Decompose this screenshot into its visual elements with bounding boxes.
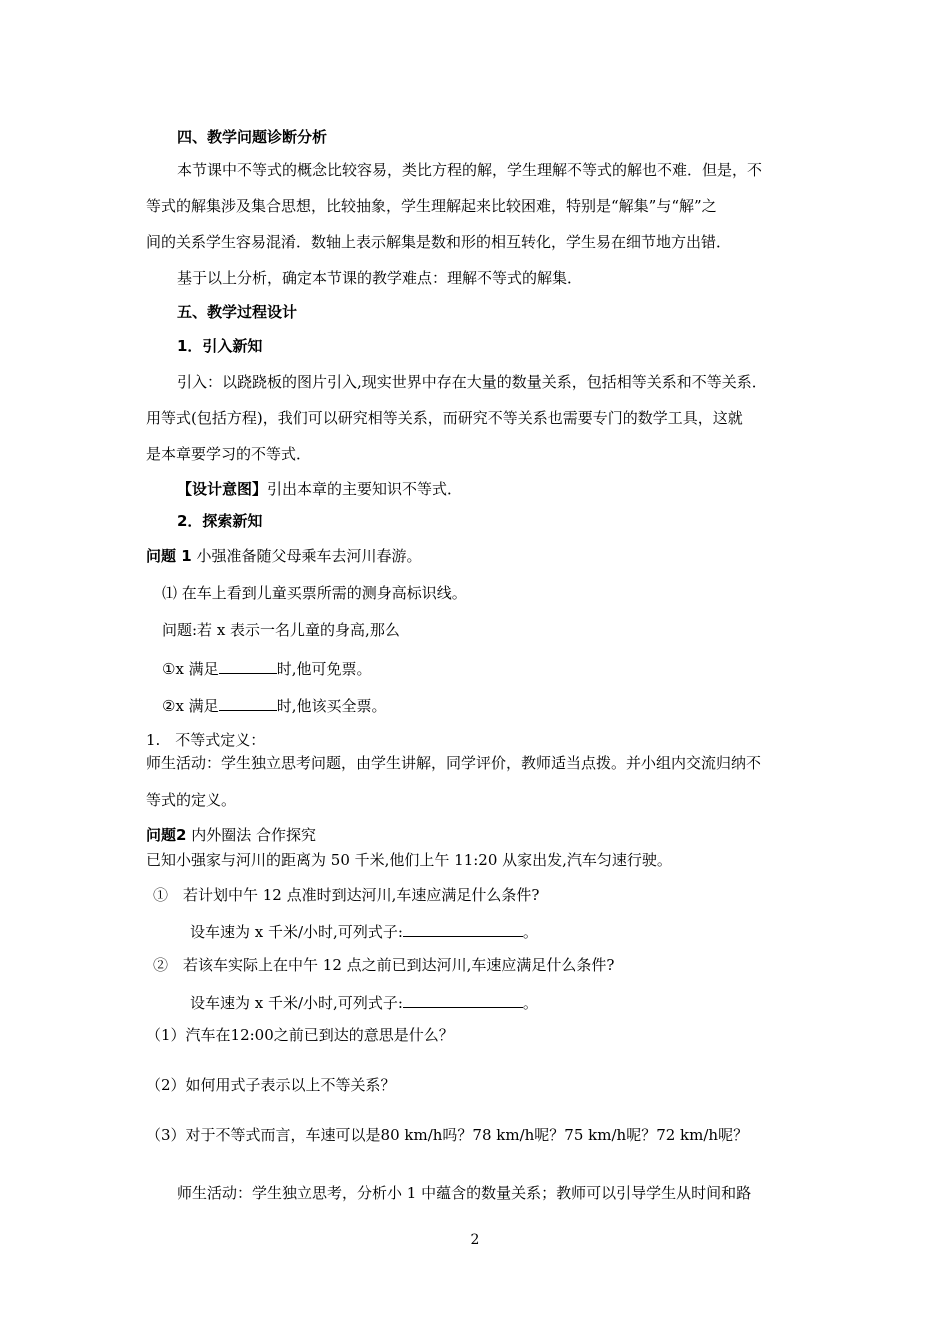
section-4-paragraph-line-2: 等式的解集涉及集合思想，比较抽象，学生理解起来比较困难，特别是“解集”与“解”之: [146, 197, 717, 215]
problem-2-item-2: ② 若该车实际上在中午 12 点之前已到达河川,车速应满足什么条件?: [153, 956, 615, 974]
problem-2-activity: 师生活动：学生独立思考，分析小 1 中蕴含的数量关系；教师可以引导学生从时间和路: [177, 1184, 752, 1202]
section-4-heading: 四、教学问题诊断分析: [177, 128, 328, 146]
definition-activity-line-2: 等式的定义。: [146, 791, 237, 809]
section-5-heading: 五、教学过程设计: [177, 303, 298, 321]
problem-1-item-1: ⑴ 在车上看到儿童买票所需的测身高标识线。: [162, 584, 467, 602]
definition-title: 1. 不等式定义：: [146, 731, 266, 749]
design-intent-text: 引出本章的主要知识不等式．: [267, 480, 463, 498]
section-4-paragraph-line-3: 间的关系学生容易混淆．数轴上表示解集是数和形的相互转化，学生易在细节地方出错．: [146, 233, 732, 251]
intro-line-1: 引入：以跷跷板的图片引入,现实世界中存在大量的数量关系，包括相等关系和不等关系．: [177, 373, 767, 391]
problem-1-text: 小强准备随父母乘车去河川春游。: [196, 547, 422, 565]
problem-2-item-2-setup: [190, 991, 538, 1013]
problem-2-sub-question-2: （2）如何用式子表示以上不等关系？: [146, 1076, 396, 1094]
problem-2-heading: [146, 825, 316, 845]
intro-line-2: 用等式(包括方程)，我们可以研究相等关系，而研究不等关系也需要专门的数学工具，这就: [146, 409, 743, 427]
q1-suffix: 时,他可免票。: [276, 660, 372, 678]
problem-2-item-1: ① 若计划中午 12 点准时到达河川,车速应满足什么条件?: [153, 886, 540, 904]
item-1-setup-suffix: 。: [522, 923, 538, 941]
item-1-setup-prefix: 设车速为 x 千米/小时,可列式子:: [190, 923, 403, 941]
problem-2-title: 内外圈法 合作探究: [186, 826, 316, 844]
subsection-intro-heading: 1．引入新知: [177, 337, 263, 355]
problem-2-context: 已知小强家与河川的距离为 50 千米,他们上午 11:20 从家出发,汽车匀速行驶。: [146, 851, 672, 869]
q2-suffix: 时,他该买全票。: [276, 697, 387, 715]
section-4-conclusion: 基于以上分析，确定本节课的教学难点：理解不等式的解集．: [177, 269, 583, 287]
problem-2-item-1-setup: [190, 920, 538, 942]
q2-answer-blank[interactable]: [219, 694, 277, 711]
problem-2-label: 问题2: [146, 826, 187, 844]
q2-prefix: ②x 满足: [162, 697, 219, 715]
item-2-setup-suffix: 。: [522, 994, 538, 1012]
problem-1-label: 问题 1: [146, 547, 192, 565]
intro-line-3: 是本章要学习的不等式．: [146, 445, 312, 463]
problem-2-sub-question-1: （1）汽车在12:00之前已到达的意思是什么？: [146, 1026, 454, 1044]
problem-1-q2: [162, 694, 386, 716]
problem-1-q1: [162, 657, 371, 679]
definition-activity-line-1: 师生活动：学生独立思考问题，由学生讲解，同学评价，教师适当点拨。并小组内交流归纳不: [146, 754, 762, 772]
design-intent: [177, 479, 462, 499]
q1-prefix: ①x 满足: [162, 660, 219, 678]
section-4-paragraph-line-1: 本节课中不等式的概念比较容易，类比方程的解，学生理解不等式的解也不难．但是，不: [177, 161, 763, 179]
item-1-expression-blank[interactable]: [403, 920, 523, 937]
problem-1: [146, 546, 421, 566]
subsection-explore-heading: 2．探索新知: [177, 512, 263, 530]
design-intent-label: 【设计意图】: [177, 480, 268, 498]
q1-answer-blank[interactable]: [219, 657, 277, 674]
page-number: 2: [470, 1232, 480, 1248]
problem-2-sub-question-3: （3）对于不等式而言，车速可以是80 km/h吗？78 km/h呢？75 km/h呢？72 km/h呢？: [146, 1126, 749, 1144]
item-2-expression-blank[interactable]: [403, 991, 523, 1008]
problem-1-question: 问题:若 x 表示一名儿童的身高,那么: [162, 621, 400, 639]
item-2-setup-prefix: 设车速为 x 千米/小时,可列式子:: [190, 994, 403, 1012]
